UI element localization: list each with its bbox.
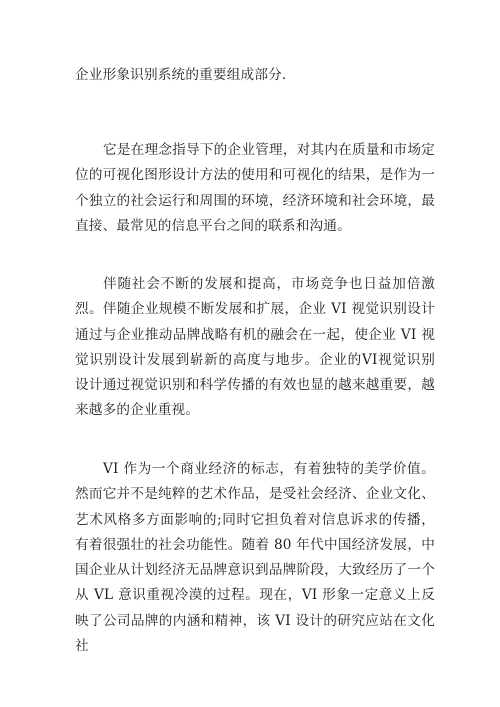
- paragraph-definition: 它是在理念指导下的企业管理，对其内在质量和市场定位的可视化图形设计方法的使用和可视化的结果，是作为一个独立的社会运行和周围的环境，经济环境和社会环境，最直接、最常见的信息平台之间的联系和沟通。: [75, 142, 435, 234]
- paragraph-market-competition: 伴随社会不断的发展和提高，市场竞争也日益加倍激烈。伴随企业规模不断发展和扩展，企业 VI 视觉识别设计通过与企业推动品牌战略有机的融会在一起，使企业 VI 视觉识别设计发展到崭新的高度与地步。企业的VI视觉识别设计通过视觉识别和科学传播的有效也显的越来越重要，越来越多的企业重视。: [75, 276, 435, 419]
- paragraph-continuation: 企业形象识别系统的重要组成部分.: [75, 67, 287, 83]
- paragraph-vi-commercial-symbol: VI 作为一个商业经济的标志，有着独特的美学价值。然而它并不是纯粹的艺术作品，是受社会经济、企业文化、艺术风格多方面影响的;同时它担负着对信息诉求的传播，有着很强壮的社会功能性。随着 80 年代中国经济发展，中国企业从计划经济无品牌意识到品牌阶段，大致经历了一个从 VL 意识重视冷漠的过程。现在，VI 形象一定意义上反映了公司品牌的内涵和精神，该 VI 设计的研究应站在文化社: [75, 461, 435, 655]
